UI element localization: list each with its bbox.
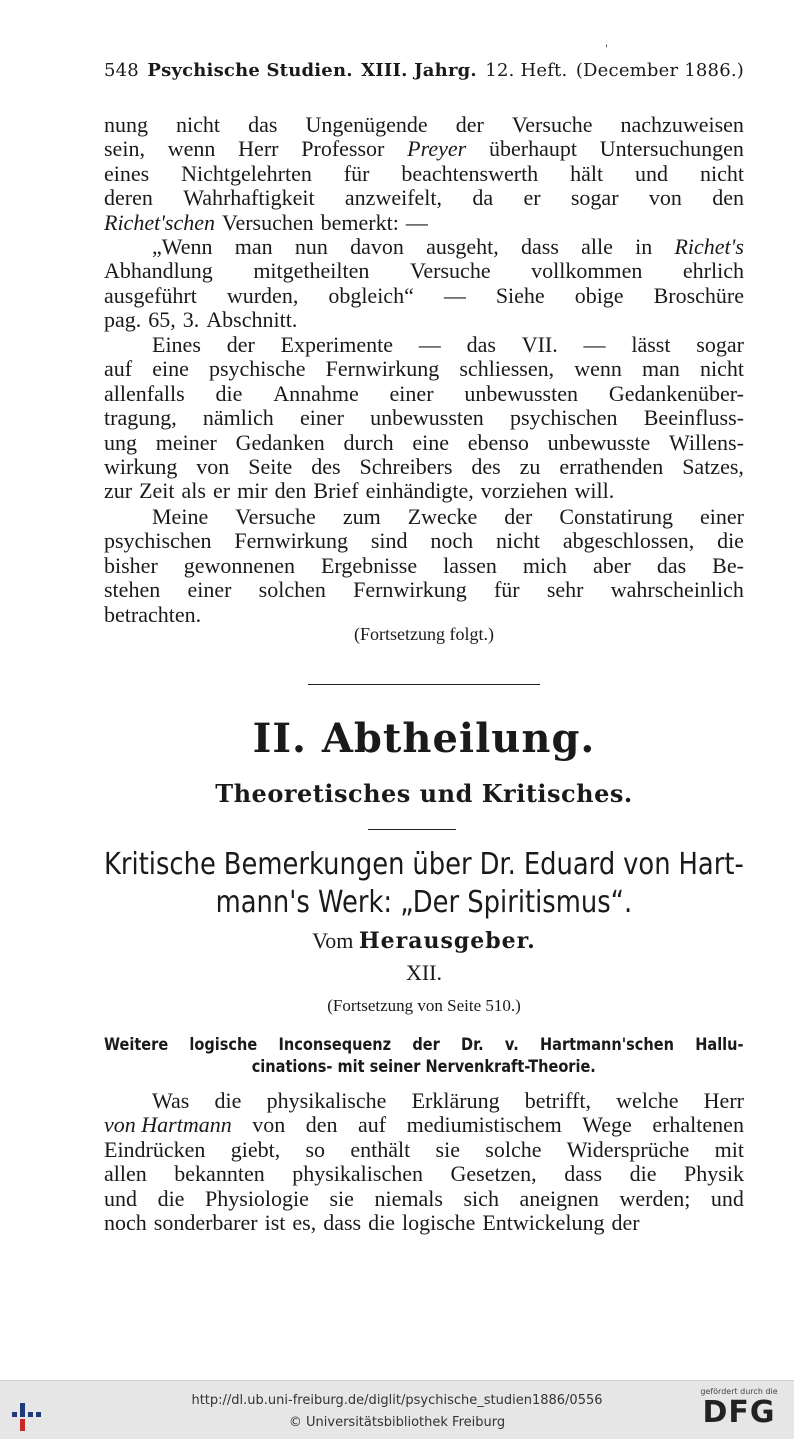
word: psychischen bbox=[510, 405, 618, 431]
word: die bbox=[717, 528, 744, 554]
word: Eindrücken bbox=[104, 1136, 206, 1162]
word: auf bbox=[104, 356, 133, 382]
word: nicht bbox=[176, 112, 221, 137]
volume: XIII. Jahrg. bbox=[361, 60, 477, 81]
word: Entwickelung bbox=[482, 1210, 605, 1236]
word: sind bbox=[370, 528, 408, 554]
word: mir bbox=[237, 478, 268, 504]
page-number: 548 bbox=[104, 60, 139, 81]
word: Wahrhaftigkeit bbox=[183, 185, 315, 211]
text-line bbox=[104, 505, 744, 529]
from-note: (Fortsetzung von Seite 510.) bbox=[327, 996, 521, 1015]
word: Eduard bbox=[523, 847, 616, 882]
article-title-line-1 bbox=[104, 846, 744, 884]
text-line bbox=[104, 308, 744, 332]
word: logische bbox=[189, 1035, 258, 1055]
word: zu bbox=[519, 454, 541, 480]
word: Versuchen bbox=[222, 209, 314, 235]
word: ist bbox=[264, 1210, 286, 1236]
word: — bbox=[583, 332, 606, 357]
word: einer bbox=[389, 380, 434, 406]
word: unbewusste bbox=[547, 429, 651, 455]
word: vorziehen bbox=[480, 478, 568, 504]
word: Widersprüche bbox=[566, 1136, 690, 1162]
word: Beeinfluss- bbox=[643, 405, 744, 431]
word: physikalischen bbox=[292, 1161, 423, 1187]
word: psychischen bbox=[104, 528, 212, 554]
word: der bbox=[412, 1035, 440, 1055]
word: obige bbox=[574, 282, 624, 308]
word: VII. bbox=[521, 332, 558, 357]
paragraph-3 bbox=[104, 333, 744, 504]
word: sehr bbox=[546, 577, 584, 603]
word: Siehe bbox=[495, 282, 545, 308]
paragraph-4 bbox=[104, 505, 744, 627]
word: sonderbarer bbox=[153, 1210, 258, 1236]
word: lässt bbox=[631, 332, 671, 357]
word: sich bbox=[463, 1185, 499, 1211]
word: Gesetzen, bbox=[450, 1161, 537, 1187]
word: Herr bbox=[703, 1088, 744, 1113]
word: beachtenswerth bbox=[401, 160, 539, 186]
journal-title: Psychische Studien. bbox=[147, 60, 353, 81]
word: Was bbox=[152, 1088, 190, 1113]
word: abgeschlossen, bbox=[562, 528, 695, 554]
text-line bbox=[104, 357, 744, 381]
text-line bbox=[104, 1138, 744, 1162]
text-line bbox=[104, 455, 744, 479]
word: mediumistischem bbox=[406, 1112, 562, 1138]
word: deren bbox=[104, 185, 153, 211]
word: nung bbox=[104, 112, 148, 137]
text-line bbox=[104, 186, 744, 210]
word: als bbox=[181, 478, 206, 504]
word: den bbox=[712, 185, 744, 211]
word: Meine bbox=[152, 504, 209, 529]
text-line bbox=[104, 1211, 744, 1235]
word: mich bbox=[522, 552, 567, 578]
word: Satzes, bbox=[682, 454, 744, 480]
word: Fernwirkung bbox=[234, 528, 349, 554]
divider-rule-short bbox=[368, 829, 456, 830]
word: niemals bbox=[374, 1185, 443, 1211]
word: Bemerkungen bbox=[223, 847, 405, 882]
byline-prefix: Vom bbox=[312, 928, 354, 953]
word: er bbox=[212, 478, 231, 504]
dfg-wordmark: DFG bbox=[702, 1395, 776, 1430]
word: Gedankenüber- bbox=[608, 380, 744, 406]
word: Preyer bbox=[407, 136, 467, 162]
word: einhändigte, bbox=[365, 478, 474, 504]
word: auf bbox=[357, 1112, 387, 1138]
word: betrachten. bbox=[104, 601, 202, 627]
word: in bbox=[635, 234, 653, 259]
word: wenn bbox=[167, 136, 216, 162]
word: das bbox=[466, 332, 496, 357]
paragraph-2 bbox=[104, 235, 744, 333]
text-line bbox=[104, 211, 744, 235]
word: sie bbox=[329, 1185, 354, 1211]
paragraph-5 bbox=[104, 1089, 744, 1235]
word: die bbox=[368, 1210, 396, 1236]
word: unbewussten bbox=[370, 405, 484, 431]
word: giebt, bbox=[230, 1136, 281, 1162]
word: das bbox=[248, 112, 278, 137]
word: stehen bbox=[104, 577, 161, 603]
word: welche bbox=[616, 1088, 679, 1113]
word: allenfalls bbox=[104, 380, 185, 406]
word: ebenso bbox=[467, 429, 529, 455]
word: allen bbox=[104, 1161, 147, 1187]
text-line bbox=[104, 1113, 744, 1137]
word: Be- bbox=[712, 552, 744, 578]
word: es, bbox=[292, 1210, 317, 1236]
word: wurden, bbox=[226, 282, 299, 308]
word: Physik bbox=[684, 1161, 744, 1187]
word: „Wenn bbox=[152, 234, 213, 259]
word: und bbox=[710, 1185, 744, 1211]
word: Constatirung bbox=[559, 504, 674, 529]
word: die bbox=[629, 1161, 657, 1187]
word: noch bbox=[104, 1210, 147, 1236]
section-title: II. Abtheilung. bbox=[252, 715, 596, 762]
word: der bbox=[611, 1210, 640, 1236]
word: Broschüre bbox=[653, 282, 744, 308]
byline-author: Herausgeber. bbox=[358, 928, 536, 954]
word: für bbox=[343, 160, 370, 186]
word: Annahme bbox=[273, 380, 359, 406]
word: Hart- bbox=[678, 847, 744, 882]
word: dass bbox=[521, 234, 559, 259]
word: Weitere bbox=[104, 1035, 169, 1055]
word: nämlich bbox=[202, 405, 274, 431]
word: pag. bbox=[104, 307, 142, 333]
continuation-note: (Fortsetzung folgt.) bbox=[354, 624, 494, 644]
word: unbewussten bbox=[464, 380, 578, 406]
chapter-number: XII. bbox=[405, 960, 443, 985]
word: der bbox=[455, 112, 484, 137]
word: Richet's bbox=[674, 234, 744, 259]
word: betrifft, bbox=[524, 1088, 591, 1113]
word: anzweifelt, bbox=[344, 185, 443, 211]
word: sogar bbox=[570, 185, 619, 211]
word: 65, bbox=[148, 307, 176, 333]
word: eine bbox=[412, 429, 450, 455]
word: zur bbox=[104, 478, 133, 504]
word: Wege bbox=[582, 1112, 632, 1138]
issue: 12. Heft. bbox=[485, 60, 568, 81]
word: aneignen bbox=[519, 1185, 599, 1211]
word: mit bbox=[714, 1136, 744, 1162]
dfg-tagline: gefördert durch die bbox=[700, 1387, 778, 1396]
word: der bbox=[226, 332, 255, 357]
text-line bbox=[104, 1089, 744, 1113]
word: von bbox=[648, 185, 682, 211]
text-line bbox=[104, 333, 744, 357]
subheading-line-2: cinations- mit seiner Nervenkraft-Theorie. bbox=[251, 1057, 596, 1077]
text-line bbox=[104, 259, 744, 283]
word: Hallu- bbox=[695, 1035, 744, 1055]
word: eines bbox=[104, 160, 150, 186]
word: Versuche bbox=[235, 504, 316, 529]
word: Richet'schen bbox=[104, 209, 215, 235]
word: aber bbox=[592, 552, 631, 578]
word: von bbox=[252, 1112, 286, 1138]
word: Willens- bbox=[669, 429, 744, 455]
word: Ergebnisse bbox=[320, 552, 418, 578]
word: Herr bbox=[238, 136, 279, 162]
word: durch bbox=[343, 429, 394, 455]
text-line bbox=[104, 235, 744, 259]
text-line bbox=[104, 479, 744, 503]
text-line bbox=[104, 382, 744, 406]
word: mitgetheilten bbox=[253, 258, 370, 284]
word: enthält bbox=[350, 1136, 411, 1162]
word: schliessen, bbox=[459, 356, 555, 382]
word: vollkommen bbox=[531, 258, 643, 284]
word: und bbox=[635, 160, 669, 186]
word: solche bbox=[485, 1136, 542, 1162]
word: sogar bbox=[696, 332, 744, 357]
word: Experimente bbox=[280, 332, 393, 357]
page-url[interactable]: http://dl.ub.uni-freiburg.de/diglit/psychische_studien1886/0556 bbox=[191, 1393, 603, 1408]
word: ung bbox=[104, 429, 137, 455]
word: nicht bbox=[699, 160, 744, 186]
word: Inconsequenz bbox=[278, 1035, 392, 1055]
word: Dr. bbox=[461, 1035, 484, 1055]
word: Abschnitt. bbox=[206, 307, 298, 333]
word: 3. bbox=[182, 307, 200, 333]
word: Zeit bbox=[139, 478, 175, 504]
paragraph-1 bbox=[104, 113, 744, 235]
word: Zwecke bbox=[407, 504, 478, 529]
issue-date: (December 1886.) bbox=[575, 60, 744, 81]
word: Versuche bbox=[511, 112, 593, 137]
word: Professor bbox=[301, 136, 385, 162]
word: Hartmann'schen bbox=[539, 1035, 674, 1055]
word: dass bbox=[564, 1161, 603, 1187]
viewer-footer bbox=[0, 1380, 794, 1439]
word: über bbox=[412, 847, 472, 882]
word: — bbox=[418, 332, 441, 357]
word: meiner bbox=[155, 429, 217, 455]
word: — bbox=[405, 209, 428, 235]
word: ausgeht, bbox=[426, 234, 499, 259]
word: des bbox=[311, 454, 341, 480]
text-line bbox=[104, 284, 744, 308]
word: Kritische bbox=[104, 847, 216, 882]
word: da bbox=[472, 185, 494, 211]
word: logische bbox=[402, 1210, 476, 1236]
word: ehrlich bbox=[682, 258, 744, 284]
word: einer bbox=[299, 405, 344, 431]
word: werden; bbox=[619, 1185, 691, 1211]
word: dass bbox=[323, 1210, 362, 1236]
word: man bbox=[234, 234, 273, 259]
word: er bbox=[523, 185, 541, 211]
text-line bbox=[104, 529, 744, 553]
word: — bbox=[443, 282, 466, 308]
word: einer bbox=[700, 504, 744, 529]
word: nicht bbox=[496, 528, 541, 554]
word: erhaltenen bbox=[652, 1112, 744, 1138]
word: psychische bbox=[208, 356, 306, 382]
word: wenn bbox=[574, 356, 622, 382]
word: Seite bbox=[248, 454, 293, 480]
word: das bbox=[656, 552, 687, 578]
word: des bbox=[471, 454, 501, 480]
word: sein, bbox=[104, 136, 145, 162]
word: Ungenügende bbox=[305, 112, 428, 137]
divider-rule bbox=[308, 684, 540, 685]
word: Untersuchungen bbox=[599, 136, 744, 162]
word: Brief bbox=[313, 478, 359, 504]
word: die bbox=[215, 380, 243, 406]
word: der bbox=[504, 504, 533, 529]
word: für bbox=[493, 577, 520, 603]
word: einer bbox=[187, 577, 232, 603]
dfg-logo bbox=[694, 1387, 784, 1430]
word: Eines bbox=[152, 332, 201, 357]
word: davon bbox=[350, 234, 404, 259]
word: Physiologie bbox=[205, 1185, 309, 1211]
word: nicht bbox=[699, 356, 744, 382]
word: nun bbox=[294, 234, 328, 259]
word: man bbox=[641, 356, 680, 382]
subheading bbox=[104, 1034, 744, 1078]
word: nachzuweisen bbox=[620, 112, 744, 137]
word: will. bbox=[574, 478, 615, 504]
word: alle bbox=[581, 234, 613, 259]
word: physikalische bbox=[266, 1088, 387, 1113]
article-title-line-2: mann's Werk: „Der Spiritismus“. bbox=[215, 885, 633, 920]
stray-mark: ' bbox=[605, 44, 608, 55]
word: von bbox=[196, 454, 230, 480]
word: bemerkt: bbox=[320, 209, 399, 235]
text-line bbox=[104, 1162, 744, 1186]
word: ausgeführt bbox=[104, 282, 197, 308]
word: wahrscheinlich bbox=[610, 577, 744, 603]
text-line bbox=[104, 113, 744, 137]
running-header bbox=[104, 60, 744, 81]
word: Nichtgelehrten bbox=[181, 160, 312, 186]
word: wirkung bbox=[104, 454, 178, 480]
text-line bbox=[104, 162, 744, 186]
word: v. bbox=[504, 1035, 519, 1055]
text-line bbox=[104, 578, 744, 602]
word: gewonnenen bbox=[183, 552, 295, 578]
word: Schreibers bbox=[359, 454, 453, 480]
word: noch bbox=[430, 528, 474, 554]
word: lassen bbox=[443, 552, 497, 578]
word: sie bbox=[435, 1136, 460, 1162]
word: von Hartmann bbox=[104, 1112, 232, 1138]
text-line bbox=[104, 406, 744, 430]
text-line bbox=[104, 1187, 744, 1211]
word: Fernwirkung bbox=[353, 577, 467, 603]
word: Dr. bbox=[479, 847, 516, 882]
article-title bbox=[104, 846, 744, 922]
word: hält bbox=[570, 160, 604, 186]
text-line bbox=[104, 431, 744, 455]
word: Abhandlung bbox=[104, 258, 213, 284]
word: Gedanken bbox=[235, 429, 325, 455]
word: und bbox=[104, 1185, 137, 1211]
text-line bbox=[104, 137, 744, 161]
word: so bbox=[305, 1136, 326, 1162]
word: überhaupt bbox=[488, 136, 577, 162]
byline bbox=[104, 928, 744, 954]
word: bekannten bbox=[174, 1161, 265, 1187]
word: Fernwirkung bbox=[325, 356, 440, 382]
word: obgleich“ bbox=[328, 282, 414, 308]
word: von bbox=[623, 847, 671, 882]
section-subtitle: Theoretisches und Kritisches. bbox=[215, 779, 633, 808]
word: den bbox=[274, 478, 307, 504]
word: eine bbox=[152, 356, 189, 382]
word: zum bbox=[342, 504, 381, 529]
word: Erklärung bbox=[411, 1088, 500, 1113]
word: Versuche bbox=[409, 258, 491, 284]
word: die bbox=[157, 1185, 185, 1211]
word: bisher bbox=[104, 552, 158, 578]
copyright-notice: © Universitätsbibliothek Freiburg bbox=[288, 1415, 506, 1430]
word: den bbox=[305, 1112, 338, 1138]
word: die bbox=[214, 1088, 242, 1113]
word: solchen bbox=[258, 577, 326, 603]
word: errathenden bbox=[559, 454, 664, 480]
text-line bbox=[104, 554, 744, 578]
word: tragung, bbox=[104, 405, 177, 431]
subheading-line-1 bbox=[104, 1034, 744, 1056]
